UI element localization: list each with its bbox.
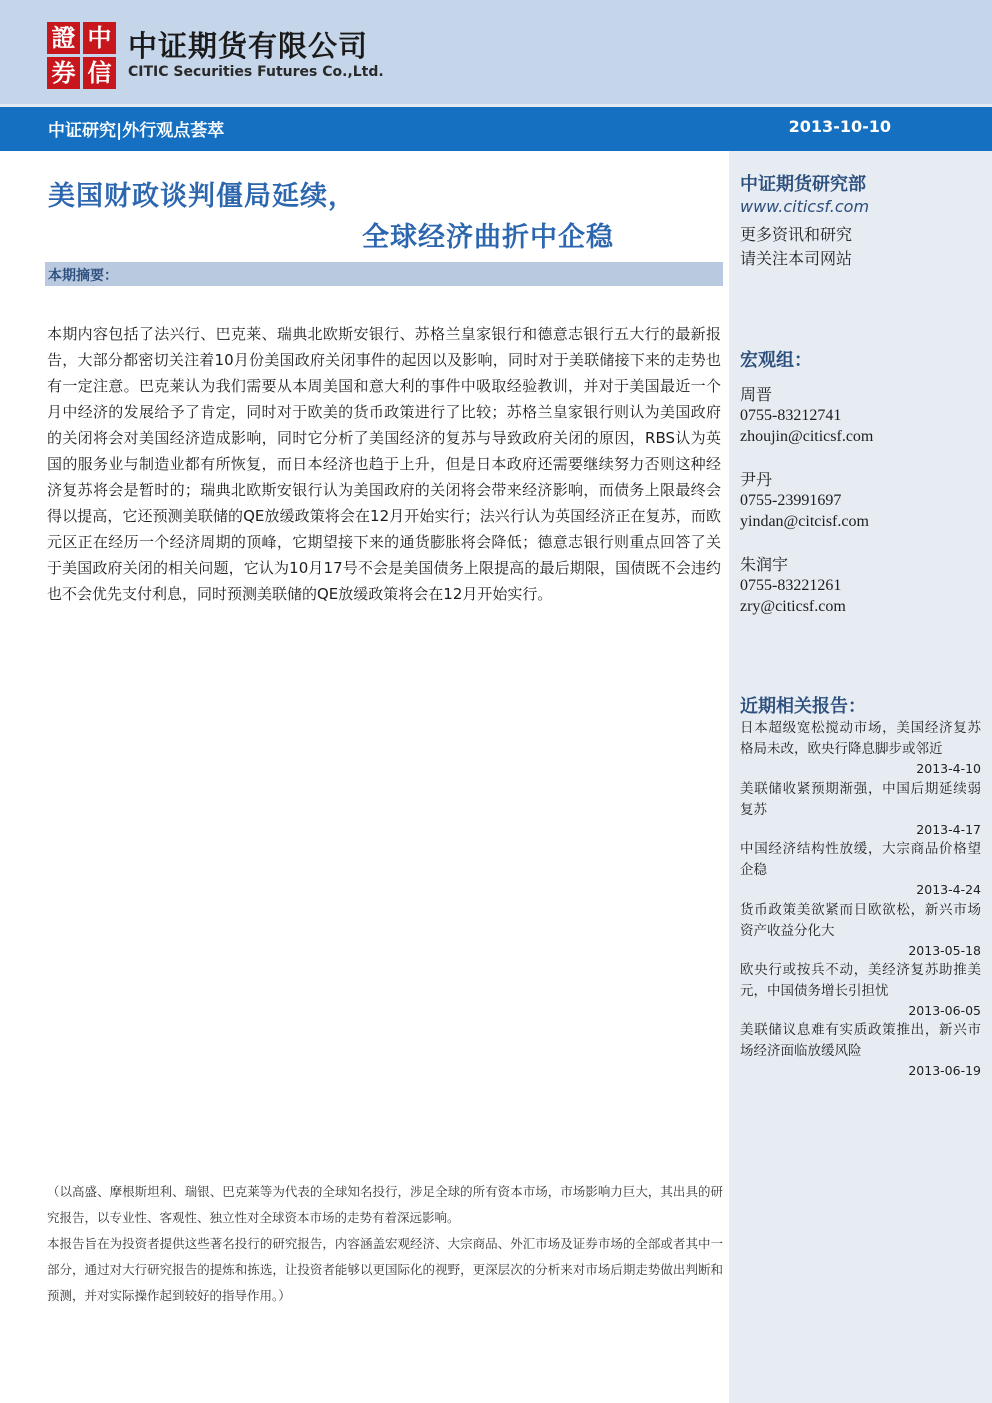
contact-email[interactable]: zry@citicsf.com bbox=[740, 598, 846, 615]
related-report-item[interactable] bbox=[740, 718, 981, 780]
related-report-item[interactable] bbox=[740, 1020, 981, 1082]
footnote-paragraph-1: （以高盛、摩根斯坦利、瑞银、巴克莱等为代表的全球知名投行，涉足全球的所有资本市场，市场影响力巨大，其出具的研究报告，以专业性、客观性、独立性对全球资本市场的走势有着深远影响。 bbox=[47, 1184, 723, 1225]
related-reports-title: 近期相关报告： bbox=[740, 696, 866, 717]
related-report-title: 美联储议息难有实质政策推出，新兴市场经济面临放缓风险 bbox=[740, 1022, 981, 1059]
related-report-item[interactable] bbox=[740, 839, 981, 901]
related-report-title: 美联储收紧预期渐强，中国后期延续弱复苏 bbox=[740, 781, 981, 818]
related-report-title: 欧央行或按兵不动，美经济复苏助推美元，中国债务增长引担忧 bbox=[740, 962, 981, 999]
contact-name: 尹丹 bbox=[740, 470, 773, 489]
related-report-date: 2013-4-17 bbox=[916, 822, 981, 837]
website-link[interactable]: www.citicsf.com bbox=[740, 197, 870, 216]
more-info-line1: 更多资讯和研究 bbox=[740, 225, 853, 244]
contact-card bbox=[740, 469, 980, 532]
contact-card bbox=[740, 554, 980, 617]
summary-text: 本期内容包括了法兴行、巴克莱、瑞典北欧斯安银行、苏格兰皇家银行和德意志银行五大行的最新报告，大部分都密切关注着10月份美国政府关闭事件的起因以及影响，同时对于美联储接下来的走势也有一定注意。巴克莱认为我们需要从本周美国和意大利的事件中吸取经验教训，并对于美国最近一个月中经济的发展给予了肯定，同时对于欧美的货币政策进行了比较；苏格兰皇家银行则认为美国政府的关闭将会对美国经济造成影响，同时它分析了美国经济的复苏与导致政府关闭的原因，RBS认为英国的服务业与制造业都有所恢复，而日本经济也趋于上升，但是日本政府还需要继续努力否则这种经济复苏将会是暂时的；瑞典北欧斯安银行认为美国政府的关闭将会带来经济影响，而债务上限最终会得以提高，它还预测美联储的QE放缓政策将会在12月开始实行；法兴行认为英国经济正在复苏，而欧元区正在经历一个经济周期的顶峰，它期望接下来的通货膨胀将会降低；德意志银行则重点回答了关于美国政府关闭的相关问题，它认为10月17号不会是美国债务上限提高的最后期限，国债既不会违约也不会优先支付利息，同时预测美联储的QE放缓政策将会在12月开始实行。 bbox=[47, 325, 721, 603]
contact-name: 周晋 bbox=[740, 385, 773, 404]
summary-label: 本期摘要： bbox=[48, 268, 118, 284]
related-report-date: 2013-4-10 bbox=[916, 761, 981, 776]
more-info-line2: 请关注本司网站 bbox=[740, 249, 853, 268]
company-name-cn: 中证期货有限公司 bbox=[128, 29, 369, 63]
logo-glyph-3: 券 bbox=[47, 57, 80, 89]
contact-email[interactable]: yindan@citcisf.com bbox=[740, 513, 869, 530]
summary-header-bar bbox=[45, 262, 723, 286]
contact-card bbox=[740, 384, 980, 447]
section-label: 中证研究|外行观点荟萃 bbox=[48, 121, 225, 141]
footnote-paragraph-2: 本报告旨在为投资者提供这些著名投行的研究报告，内容涵盖宏观经济、大宗商品、外汇市场及证券市场的全部或者其中一部分，通过对大行研究报告的提炼和拣选，让投资者能够以更国际化的视野，更深层次的分析来对市场后期走势做出判断和预测，并对实际操作起到较好的指导作用。） bbox=[47, 1236, 723, 1303]
report-date: 2013-10-10 bbox=[788, 117, 891, 136]
contact-phone: 0755-83221261 bbox=[740, 577, 842, 594]
related-report-item[interactable] bbox=[740, 779, 981, 841]
macro-group-title: 宏观组： bbox=[740, 350, 812, 371]
contact-email[interactable]: zhoujin@citicsf.com bbox=[740, 428, 874, 445]
contact-name: 朱润宇 bbox=[740, 555, 789, 574]
related-report-item[interactable] bbox=[740, 960, 981, 1022]
company-name-en: CITIC Securities Futures Co.,Ltd. bbox=[128, 64, 384, 80]
logo-glyph-1: 證 bbox=[47, 22, 80, 54]
related-report-date: 2013-05-18 bbox=[908, 943, 981, 958]
related-report-title: 货币政策美欲紧而日欧欲松，新兴市场资产收益分化大 bbox=[740, 902, 981, 939]
related-report-date: 2013-06-05 bbox=[908, 1003, 981, 1018]
contact-phone: 0755-23991697 bbox=[740, 492, 842, 509]
logo-glyph-4: 信 bbox=[83, 57, 116, 89]
related-report-date: 2013-06-19 bbox=[908, 1063, 981, 1078]
contact-phone: 0755-83212741 bbox=[740, 407, 842, 424]
related-report-title: 日本超级宽松搅动市场，美国经济复苏格局未改，欧央行降息脚步或邻近 bbox=[740, 720, 981, 757]
report-title-line2: 全球经济曲折中企稳 bbox=[362, 222, 614, 253]
related-report-title: 中国经济结构性放缓，大宗商品价格望企稳 bbox=[740, 841, 981, 878]
related-report-date: 2013-4-24 bbox=[916, 882, 981, 897]
related-report-item[interactable] bbox=[740, 900, 981, 962]
research-dept-title: 中证期货研究部 bbox=[740, 174, 866, 195]
company-logo bbox=[47, 22, 117, 90]
report-title-line1: 美国财政谈判僵局延续， bbox=[48, 181, 356, 212]
logo-glyph-2: 中 bbox=[83, 22, 116, 54]
